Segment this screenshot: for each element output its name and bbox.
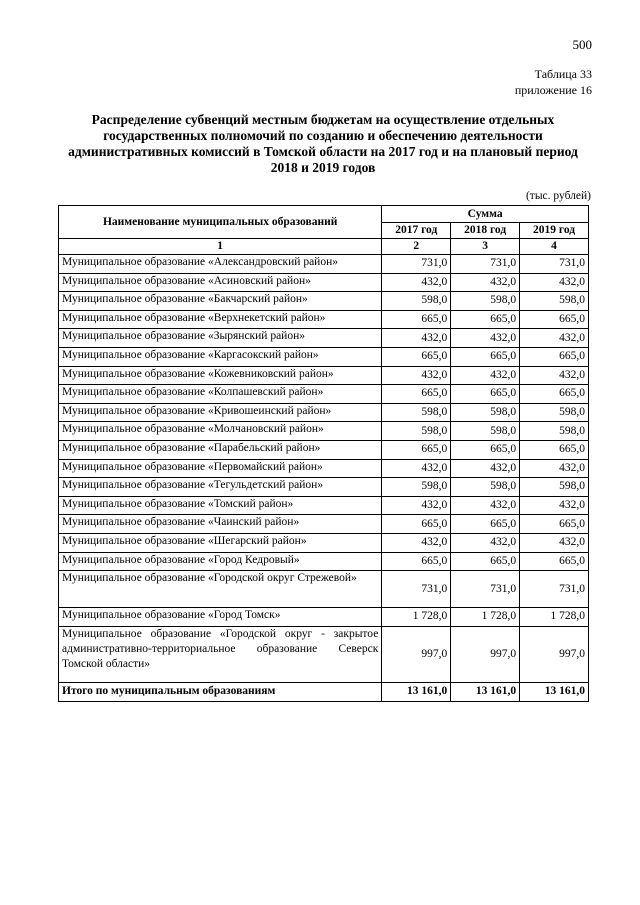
municipality-name: Муниципальное образование «Каргасокский район»: [59, 347, 382, 366]
table-row: [59, 310, 589, 329]
amount-2018: 665,0: [451, 347, 520, 366]
amount-2018: 997,0: [451, 626, 520, 682]
table-row: [59, 255, 589, 274]
total-label: Итого по муниципальным образованиям: [59, 682, 382, 701]
table-row: [59, 459, 589, 478]
table-row: [59, 626, 589, 682]
unit-note: (тыс. рублей): [525, 190, 591, 202]
header-year-2018: 2018 год: [451, 223, 520, 239]
municipality-name: Муниципальное образование «Чаинский район»: [59, 515, 382, 534]
table-row: [59, 440, 589, 459]
amount-2018: 432,0: [451, 459, 520, 478]
total-amount-2018: 13 161,0: [451, 682, 520, 701]
subvention-table: [58, 205, 589, 702]
amount-2019: 432,0: [520, 329, 589, 348]
amount-2019: 432,0: [520, 459, 589, 478]
municipality-name: Муниципальное образование «Городской округ - закрытое административно-территориальное образование Северск Томской области»: [59, 626, 382, 682]
amount-2019: 665,0: [520, 515, 589, 534]
amount-2017: 731,0: [382, 571, 451, 608]
amount-2018: 432,0: [451, 533, 520, 552]
amount-2019: 598,0: [520, 403, 589, 422]
municipality-name: Муниципальное образование «Томский район»: [59, 496, 382, 515]
table-row: [59, 515, 589, 534]
municipality-name: Муниципальное образование «Город Томск»: [59, 608, 382, 627]
table-row: [59, 422, 589, 441]
table-row: [59, 273, 589, 292]
municipality-name: Муниципальное образование «Зырянский район»: [59, 329, 382, 348]
amount-2017: 432,0: [382, 366, 451, 385]
municipality-name: Муниципальное образование «Парабельский район»: [59, 440, 382, 459]
table-row: [59, 478, 589, 497]
header-row: [59, 206, 589, 223]
municipality-name: Муниципальное образование «Тегульдетский район»: [59, 478, 382, 497]
amount-2019: 997,0: [520, 626, 589, 682]
table-reference: [515, 66, 592, 98]
amount-2017: 997,0: [382, 626, 451, 682]
amount-2017: 432,0: [382, 273, 451, 292]
page-number: 500: [572, 37, 592, 52]
amount-2019: 432,0: [520, 496, 589, 515]
amount-2019: 598,0: [520, 292, 589, 311]
amount-2018: 665,0: [451, 385, 520, 404]
amount-2018: 665,0: [451, 515, 520, 534]
municipality-name: Муниципальное образование «Кривошеинский район»: [59, 403, 382, 422]
amount-2019: 665,0: [520, 310, 589, 329]
amount-2019: 665,0: [520, 552, 589, 571]
table-label: Таблица 33: [534, 67, 592, 81]
municipality-name: Муниципальное образование «Первомайский район»: [59, 459, 382, 478]
amount-2018: 598,0: [451, 478, 520, 497]
amount-2017: 665,0: [382, 385, 451, 404]
column-number: 2: [382, 239, 451, 255]
amount-2019: 665,0: [520, 440, 589, 459]
amount-2017: 432,0: [382, 533, 451, 552]
header-name: Наименование муниципальных образований: [59, 206, 382, 239]
amount-2017: 665,0: [382, 515, 451, 534]
column-number: 1: [59, 239, 382, 255]
municipality-name: Муниципальное образование «Шегарский район»: [59, 533, 382, 552]
amount-2018: 598,0: [451, 422, 520, 441]
amount-2017: 598,0: [382, 403, 451, 422]
amount-2017: 598,0: [382, 422, 451, 441]
amount-2018: 731,0: [451, 571, 520, 608]
municipality-name: Муниципальное образование «Город Кедровый»: [59, 552, 382, 571]
column-number: 4: [520, 239, 589, 255]
amount-2019: 665,0: [520, 347, 589, 366]
amount-2019: 731,0: [520, 255, 589, 274]
column-number-row: [59, 239, 589, 255]
amount-2017: 665,0: [382, 347, 451, 366]
municipality-name: Муниципальное образование «Кожевниковский район»: [59, 366, 382, 385]
municipality-name: Муниципальное образование «Городской округ Стрежевой»: [59, 571, 382, 608]
amount-2019: 432,0: [520, 533, 589, 552]
table-row: [59, 571, 589, 608]
total-amount-2019: 13 161,0: [520, 682, 589, 701]
header-sum: Сумма: [382, 206, 589, 223]
table-row: [59, 329, 589, 348]
table-row: [59, 533, 589, 552]
amount-2019: 665,0: [520, 385, 589, 404]
amount-2019: 598,0: [520, 478, 589, 497]
header-year-2017: 2017 год: [382, 223, 451, 239]
municipality-name: Муниципальное образование «Колпашевский район»: [59, 385, 382, 404]
amount-2017: 598,0: [382, 478, 451, 497]
amount-2018: 432,0: [451, 273, 520, 292]
table-row: [59, 496, 589, 515]
amount-2019: 598,0: [520, 422, 589, 441]
municipality-name: Муниципальное образование «Молчановский район»: [59, 422, 382, 441]
amount-2018: 665,0: [451, 310, 520, 329]
municipality-name: Муниципальное образование «Александровский район»: [59, 255, 382, 274]
amount-2019: 731,0: [520, 571, 589, 608]
total-row: [59, 682, 589, 701]
table-row: [59, 403, 589, 422]
amount-2018: 731,0: [451, 255, 520, 274]
column-number: 3: [451, 239, 520, 255]
amount-2017: 731,0: [382, 255, 451, 274]
amount-2017: 598,0: [382, 292, 451, 311]
amount-2017: 1 728,0: [382, 608, 451, 627]
table-row: [59, 347, 589, 366]
amount-2019: 1 728,0: [520, 608, 589, 627]
table-row: [59, 385, 589, 404]
amount-2018: 598,0: [451, 403, 520, 422]
amount-2017: 665,0: [382, 310, 451, 329]
amount-2018: 432,0: [451, 366, 520, 385]
municipality-name: Муниципальное образование «Бакчарский район»: [59, 292, 382, 311]
municipality-name: Муниципальное образование «Верхнекетский район»: [59, 310, 382, 329]
total-amount-2017: 13 161,0: [382, 682, 451, 701]
table-row: [59, 552, 589, 571]
header-year-2019: 2019 год: [520, 223, 589, 239]
amount-2018: 432,0: [451, 329, 520, 348]
amount-2019: 432,0: [520, 366, 589, 385]
table-row: [59, 292, 589, 311]
amount-2018: 665,0: [451, 552, 520, 571]
table-row: [59, 608, 589, 627]
amount-2017: 665,0: [382, 552, 451, 571]
table-row: [59, 366, 589, 385]
appendix-label: приложение 16: [514, 83, 592, 97]
amount-2018: 1 728,0: [451, 608, 520, 627]
amount-2017: 432,0: [382, 329, 451, 348]
amount-2018: 665,0: [451, 440, 520, 459]
municipality-name: Муниципальное образование «Асиновский район»: [59, 273, 382, 292]
amount-2018: 432,0: [451, 496, 520, 515]
amount-2019: 432,0: [520, 273, 589, 292]
amount-2018: 598,0: [451, 292, 520, 311]
amount-2017: 432,0: [382, 459, 451, 478]
amount-2017: 432,0: [382, 496, 451, 515]
document-title: Распределение субвенций местным бюджетам на осуществление отдельных государственных полномочий по созданию и обеспечению деятельности административных комиссий в Томской области на 2017 год и на плановый период 2018 и 2019 годов: [68, 112, 578, 175]
amount-2017: 665,0: [382, 440, 451, 459]
